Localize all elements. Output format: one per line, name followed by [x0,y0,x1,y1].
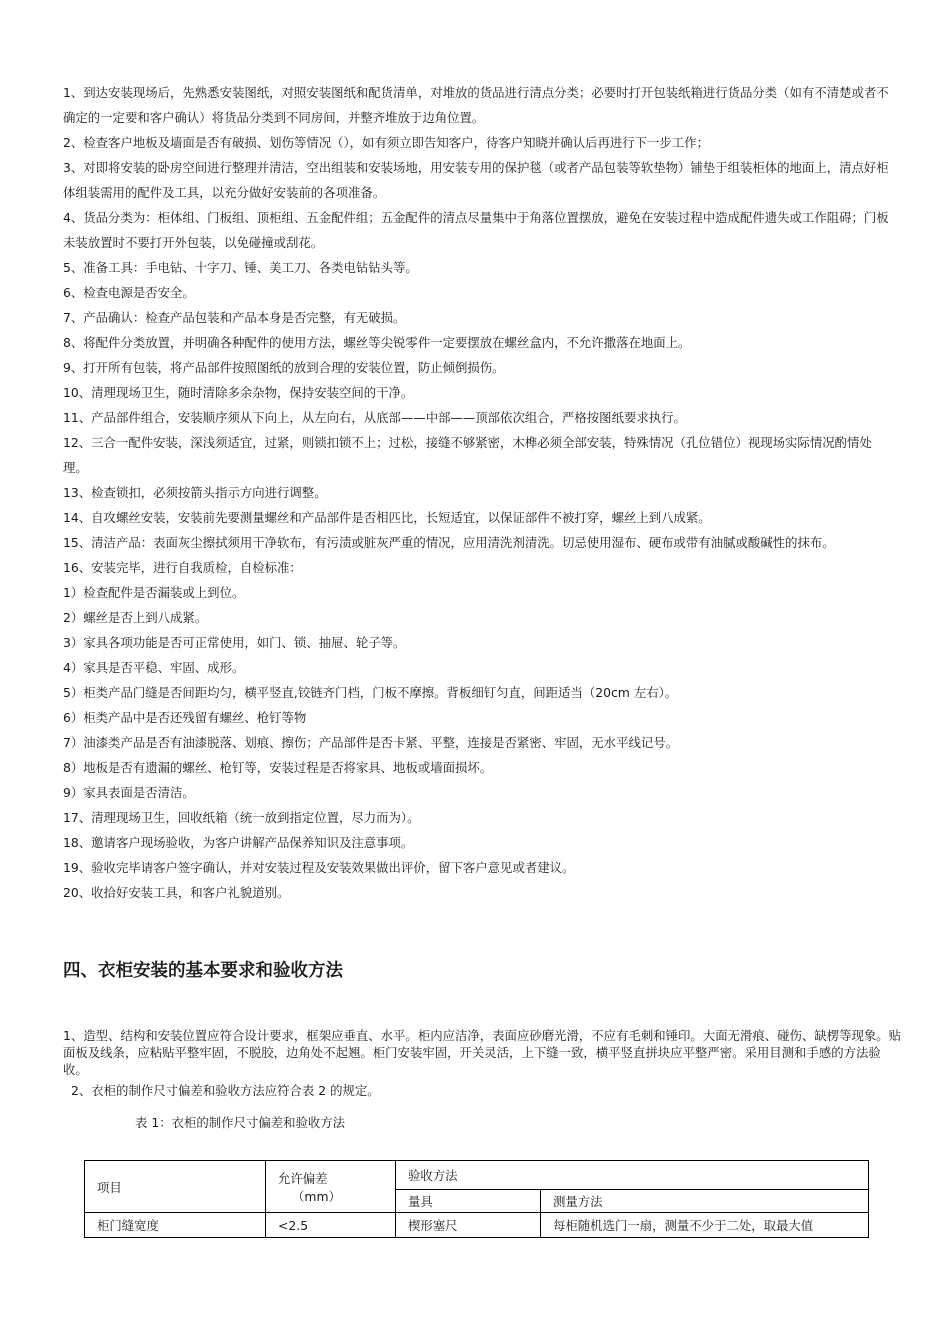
step-item: 16、安装完毕，进行自我质检，自检标准： [63,560,302,575]
check-item: 3）家具各项功能是否可正常使用，如门、锁、抽屉、轮子等。 [63,635,406,650]
step-item: 3、对即将安装的卧房空间进行整理并清洁，空出组装和安装场地，用安装专用的保护毯（或者产品包装等软垫物）铺垫于组装柜体的地面上，清点好柜体组装需用的配件及工具，以充分做好安装前的各项准备。 [63,160,889,200]
step-item: 20、收拾好安装工具，和客户礼貌道别。 [63,885,290,900]
step-item: 14、自攻螺丝安装，安装前先要测量螺丝和产品部件是否相匹比，长短适宜，以保证部件不被打穿，螺丝上到八成紧。 [63,510,711,525]
check-item: 9）家具表面是否清洁。 [63,785,195,800]
cell-item: 柜门缝宽度 [85,1213,266,1238]
step-item: 1、到达安装现场后，先熟悉安装图纸，对照安装图纸和配货清单，对堆放的货品进行清点分类；必要时打开包装纸箱进行货品分类（如有不清楚或者不确定的一定要和客户确认）将货品分类到不同房间，并整齐堆放于边角位置。 [63,85,889,125]
table-caption: 表 1：衣柜的制作尺寸偏差和验收方法 [135,1115,346,1130]
table-row [85,1213,869,1238]
step-item: 6、检查电源是否安全。 [63,285,195,300]
step-item: 9、打开所有包装，将产品部件按照图纸的放到合理的安装位置，防止倾倒损伤。 [63,360,505,375]
step-item: 19、验收完毕请客户签字确认，并对安装过程及安装效果做出评价，留下客户意见或者建议。 [63,860,575,875]
check-item: 5）柜类产品门缝是否间距均匀，横平竖直,铰链齐门档，门板不摩擦。背板细钉匀直，间距适当（20cm 左右）。 [63,685,678,700]
installation-steps [63,80,893,905]
requirement-item: 2、衣柜的制作尺寸偏差和验收方法应符合表 2 的规定。 [71,1083,380,1098]
header-method: 测量方法 [541,1190,869,1213]
tolerance-table [84,1160,869,1238]
step-item: 13、检查锁扣，必须按箭头指示方向进行调整。 [63,485,327,500]
step-item: 2、检查客户地板及墙面是否有破损、划伤等情况（），如有须立即告知客户，待客户知晓并确认后再进行下一步工作； [63,135,709,150]
table-header-row [85,1161,869,1190]
check-item: 2）螺丝是否上到八成紧。 [63,610,208,625]
header-tolerance-label: 允许偏差 [278,1170,328,1186]
step-item: 11、产品部件组合，安装顺序须从下向上，从左向右，从底部——中部——顶部依次组合，严格按图纸要求执行。 [63,410,686,425]
step-item: 5、准备工具：手电钻、十字刀、锤、美工刀、各类电钻钻头等。 [63,260,418,275]
step-item: 4、货品分类为：柜体组、门板组、顶柜组、五金配件组；五金配件的清点尽量集中于角落位置摆放，避免在安装过程中造成配件遗失或工作阻碍；门板未装放置时不要打开外包装，以免碰撞或刮花。 [63,210,889,250]
check-item: 1）检查配件是否漏装或上到位。 [63,585,245,600]
header-item: 项目 [85,1161,266,1213]
step-item: 12、三合一配件安装，深浅须适宜，过紧，则锁扣锁不上；过松，接缝不够紧密，木榫必须全部安装，特殊情况（孔位错位）视现场实际情况酌情处理。 [63,435,872,475]
cell-tool: 楔形塞尺 [396,1213,541,1238]
requirement-item: 1、造型、结构和安装位置应符合设计要求，框架应垂直、水平。柜内应洁净，表面应砂磨光滑，不应有毛刺和锤印。大面无滑痕、碰伤、缺楞等现象。贴面板及线条，应粘贴平整牢固，不脱胶，边角处不起翘。柜门安装牢固，开关灵活，上下缝一致，横平竖直拼块应平整严密。采用目测和手感的方法验收。 [63,1028,902,1077]
step-item: 10、清理现场卫生，随时清除多余杂物，保持安装空间的干净。 [63,385,414,400]
check-item: 7）油漆类产品是否有油漆脱落、划痕、擦伤；产品部件是否卡紧、平整，连接是否紧密、牢固，无水平线记号。 [63,735,679,750]
check-item: 6）柜类产品中是否还残留有螺丝、枪钉等物 [63,710,307,725]
header-method-group: 验收方法 [396,1161,869,1190]
check-item: 4）家具是否平稳、牢固、成形。 [63,660,245,675]
header-tolerance [266,1161,396,1213]
header-tool: 量具 [396,1190,541,1213]
step-item: 15、清洁产品：表面灰尘擦拭须用干净软布，有污渍或脏灰严重的情况，应用清洗剂清洗。切忌使用湿布、硬布或带有油腻或酸碱性的抹布。 [63,535,835,550]
header-tolerance-unit: （mm） [292,1188,341,1204]
section-title: 四、衣柜安装的基本要求和验收方法 [63,961,343,981]
step-item: 7、产品确认：检查产品包装和产品本身是否完整，有无破损。 [63,310,406,325]
cell-tolerance: <2.5 [266,1213,396,1238]
cell-method: 每柜随机选门一扇，测量不少于二处，取最大值 [541,1213,869,1238]
check-item: 8）地板是否有遗漏的螺丝、枪钉等，安装过程是否将家具、地板或墙面损坏。 [63,760,493,775]
requirements [63,1027,903,1099]
step-item: 8、将配件分类放置，并明确各种配件的使用方法，螺丝等尖锐零件一定要摆放在螺丝盒内，不允许撒落在地面上。 [63,335,691,350]
step-item: 17、清理现场卫生，回收纸箱（统一放到指定位置，尽力而为）。 [63,810,420,825]
step-item: 18、邀请客户现场验收，为客户讲解产品保养知识及注意事项。 [63,835,414,850]
